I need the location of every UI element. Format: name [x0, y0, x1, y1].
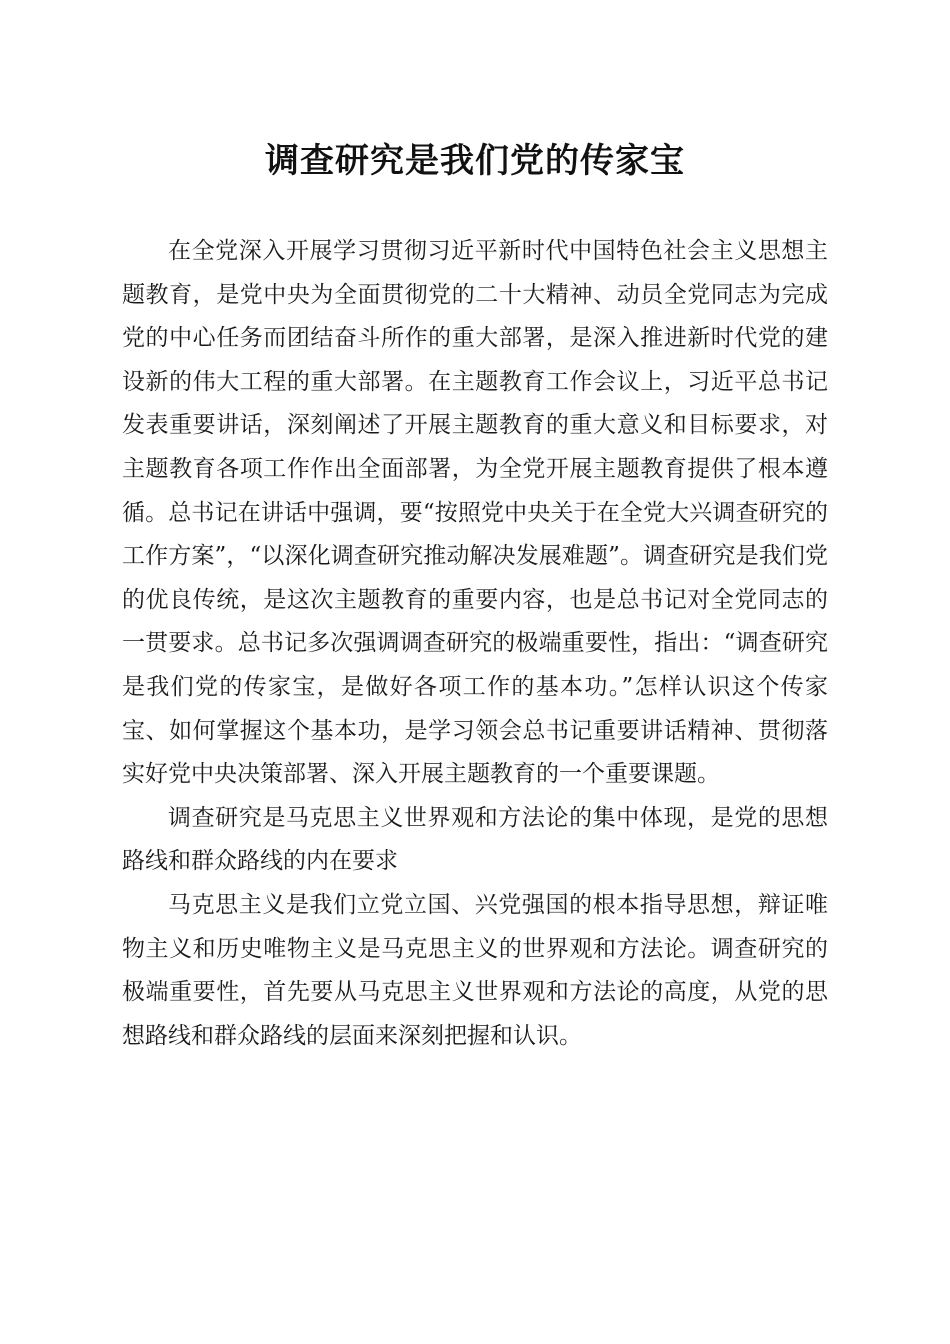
section-heading: 调查研究是马克思主义世界观和方法论的集中体现，是党的思想路线和群众路线的内在要求: [122, 804, 828, 875]
body-paragraph-1: 在全党深入开展学习贯彻习近平新时代中国特色社会主义思想主题教育，是党中央为全面贯彻党的二十大精神、动员全党同志为完成党的中心任务而团结奋斗所作的重大部署，是深入推进新时代党的建设新的伟大工程的重大部署。在主题教育工作会议上，习近平总书记发表重要讲话，深刻阐述了开展主题教育的重大意义和目标要求，对主题教育各项工作作出全面部署，为全党开展主题教育提供了根本遵循。总书记在讲话中强调，要“按照党中央关于在全党大兴调查研究的工作方案”，“以深化调查研究推动解决发展难题”。调查研究是我们党的优良传统，是这次主题教育的重要内容，也是总书记对全党同志的一贯要求。总书记多次强调调查研究的极端重要性，指出：“调查研究是我们党的传家宝，是做好各项工作的基本功。”怎样认识这个传家宝、如何掌握这个基本功，是学习领会总书记重要讲话精神、贯彻落实好党中央决策部署、深入开展主题教育的一个重要课题。: [122, 238, 828, 788]
body-paragraph-2: 马克思主义是我们立党立国、兴党强国的根本指导思想，辩证唯物主义和历史唯物主义是马克思主义的世界观和方法论。调查研究的极端重要性，首先要从马克思主义世界观和方法论的高度，从党的思想路线和群众路线的层面来深刻把握和认识。: [122, 891, 828, 1049]
document-body: [122, 230, 828, 1058]
document-title: 调查研究是我们党的传家宝: [265, 141, 685, 181]
